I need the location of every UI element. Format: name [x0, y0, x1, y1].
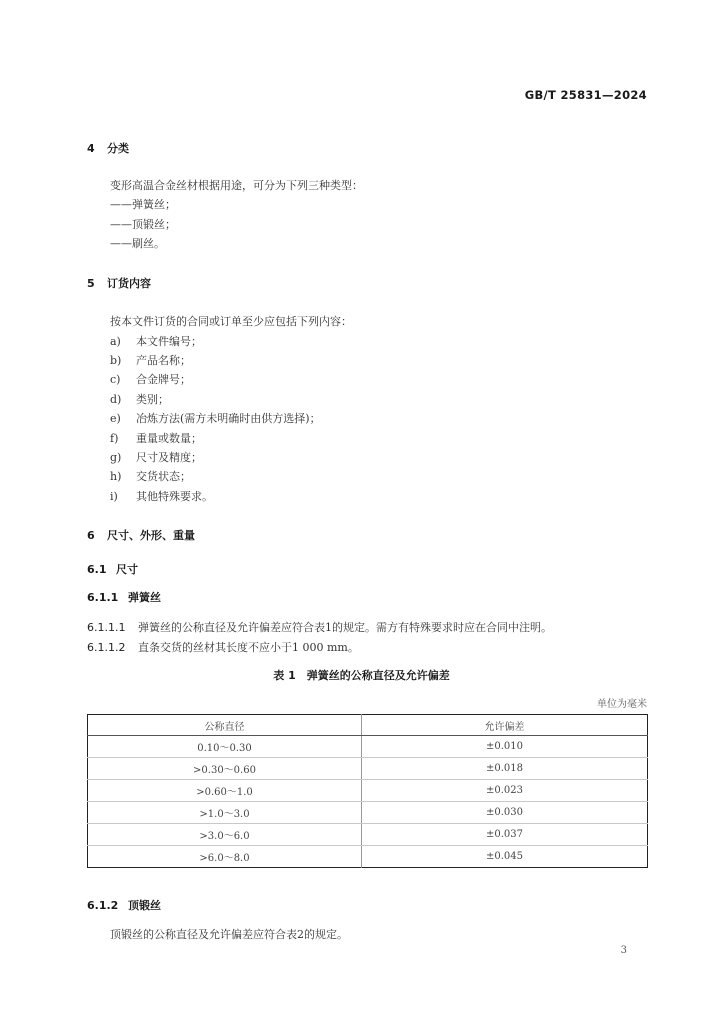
- table-cell: ±0.018: [362, 758, 648, 780]
- section-number: 5: [87, 277, 95, 290]
- list-item: [110, 449, 202, 465]
- list-text: 重量或数量；: [136, 432, 202, 445]
- table-row: [88, 846, 648, 868]
- section-title: 弹簧丝: [128, 591, 161, 604]
- section-6-heading: [87, 527, 195, 543]
- list-label: f): [110, 432, 119, 445]
- section-title: 订货内容: [107, 277, 151, 290]
- table-header-row: [88, 715, 648, 736]
- table-cell: >6.0～8.0: [88, 846, 362, 868]
- section-number: 6.1: [87, 563, 107, 576]
- list-label: g): [110, 451, 122, 464]
- table-cell: ±0.030: [362, 802, 648, 824]
- list-text: 本文件编号；: [136, 335, 202, 348]
- list-label: a): [110, 335, 121, 348]
- list-text: 产品名称；: [136, 354, 191, 367]
- section-title: 尺寸: [116, 563, 138, 576]
- list-item: [110, 391, 169, 407]
- list-item: ——弹簧丝；: [110, 198, 176, 211]
- list-item: ——顶锻丝；: [110, 218, 176, 231]
- list-text: 类别；: [136, 393, 169, 406]
- list-label: b): [110, 354, 122, 367]
- section-number: 6.1.1: [87, 591, 119, 604]
- list-text: 冶炼方法(需方未明确时由供方选择)；: [136, 412, 321, 425]
- list-item: [110, 488, 213, 504]
- section-6-1-heading: [87, 561, 138, 577]
- list-item: [110, 371, 191, 387]
- section-6-1-2-text: 顶锻丝的公称直径及允许偏差应符合表2的规定。: [110, 928, 348, 941]
- table-row: [88, 824, 648, 846]
- table-1: [87, 714, 648, 868]
- table-unit: 单位为毫米: [597, 699, 647, 710]
- section-6-1-1-heading: [87, 589, 161, 605]
- section-5-heading: [87, 275, 151, 291]
- section-6-1-2-heading: [87, 897, 161, 913]
- section-title: 顶锻丝: [128, 899, 161, 912]
- table-row: [88, 780, 648, 802]
- section-number: 6: [87, 529, 95, 542]
- clause-number: 6.1.1.1: [87, 621, 126, 634]
- standard-number: GB/T 25831—2024: [524, 88, 647, 102]
- clause-6-1-1-2: [87, 639, 359, 655]
- list-label: c): [110, 373, 121, 386]
- table-row: [88, 758, 648, 780]
- table-cell: >1.0～3.0: [88, 802, 362, 824]
- section-5-intro: 按本文件订货的合同或订单至少应包括下列内容：: [110, 315, 352, 328]
- list-text: 合金牌号；: [136, 373, 191, 386]
- section-number: 6.1.2: [87, 899, 119, 912]
- list-item: [110, 352, 191, 368]
- table-cell: >3.0～6.0: [88, 824, 362, 846]
- list-text: 其他特殊要求。: [136, 490, 213, 503]
- table-cell: ±0.037: [362, 824, 648, 846]
- section-number: 4: [87, 142, 95, 155]
- list-item: [110, 468, 191, 484]
- list-text: 交货状态；: [136, 470, 191, 483]
- clause-number: 6.1.1.2: [87, 641, 126, 654]
- list-item: [110, 333, 202, 349]
- table-cell: >0.60～1.0: [88, 780, 362, 802]
- table-cell: >0.30～0.60: [88, 758, 362, 780]
- column-header: 允许偏差: [362, 715, 648, 736]
- section-4-intro: 变形高温合金丝材根据用途，可分为下列三种类型：: [110, 179, 363, 192]
- list-label: e): [110, 412, 121, 425]
- list-label: h): [110, 470, 122, 483]
- list-label: i): [110, 490, 118, 503]
- list-item: ——刷丝。: [110, 237, 165, 250]
- table-cell: 0.10～0.30: [88, 736, 362, 758]
- list-item: [110, 410, 321, 426]
- section-4-heading: [87, 140, 129, 156]
- clause-6-1-1-1: [87, 619, 552, 635]
- table-row: [88, 802, 648, 824]
- list-item: [110, 430, 202, 446]
- section-title: 尺寸、外形、重量: [107, 529, 195, 542]
- table-cell: ±0.010: [362, 736, 648, 758]
- column-header: 公称直径: [88, 715, 362, 736]
- table-row: [88, 736, 648, 758]
- page-number: 3: [620, 945, 627, 956]
- list-text: 尺寸及精度；: [136, 451, 202, 464]
- table-cell: ±0.045: [362, 846, 648, 868]
- table-caption: 表 1 弹簧丝的公称直径及允许偏差: [273, 669, 450, 682]
- table-cell: ±0.023: [362, 780, 648, 802]
- clause-text: 直条交货的丝材其长度不应小于1 000 mm。: [138, 641, 359, 654]
- section-title: 分类: [107, 142, 129, 155]
- clause-text: 弹簧丝的公称直径及允许偏差应符合表1的规定。需方有特殊要求时应在合同中注明。: [138, 621, 552, 634]
- list-label: d): [110, 393, 122, 406]
